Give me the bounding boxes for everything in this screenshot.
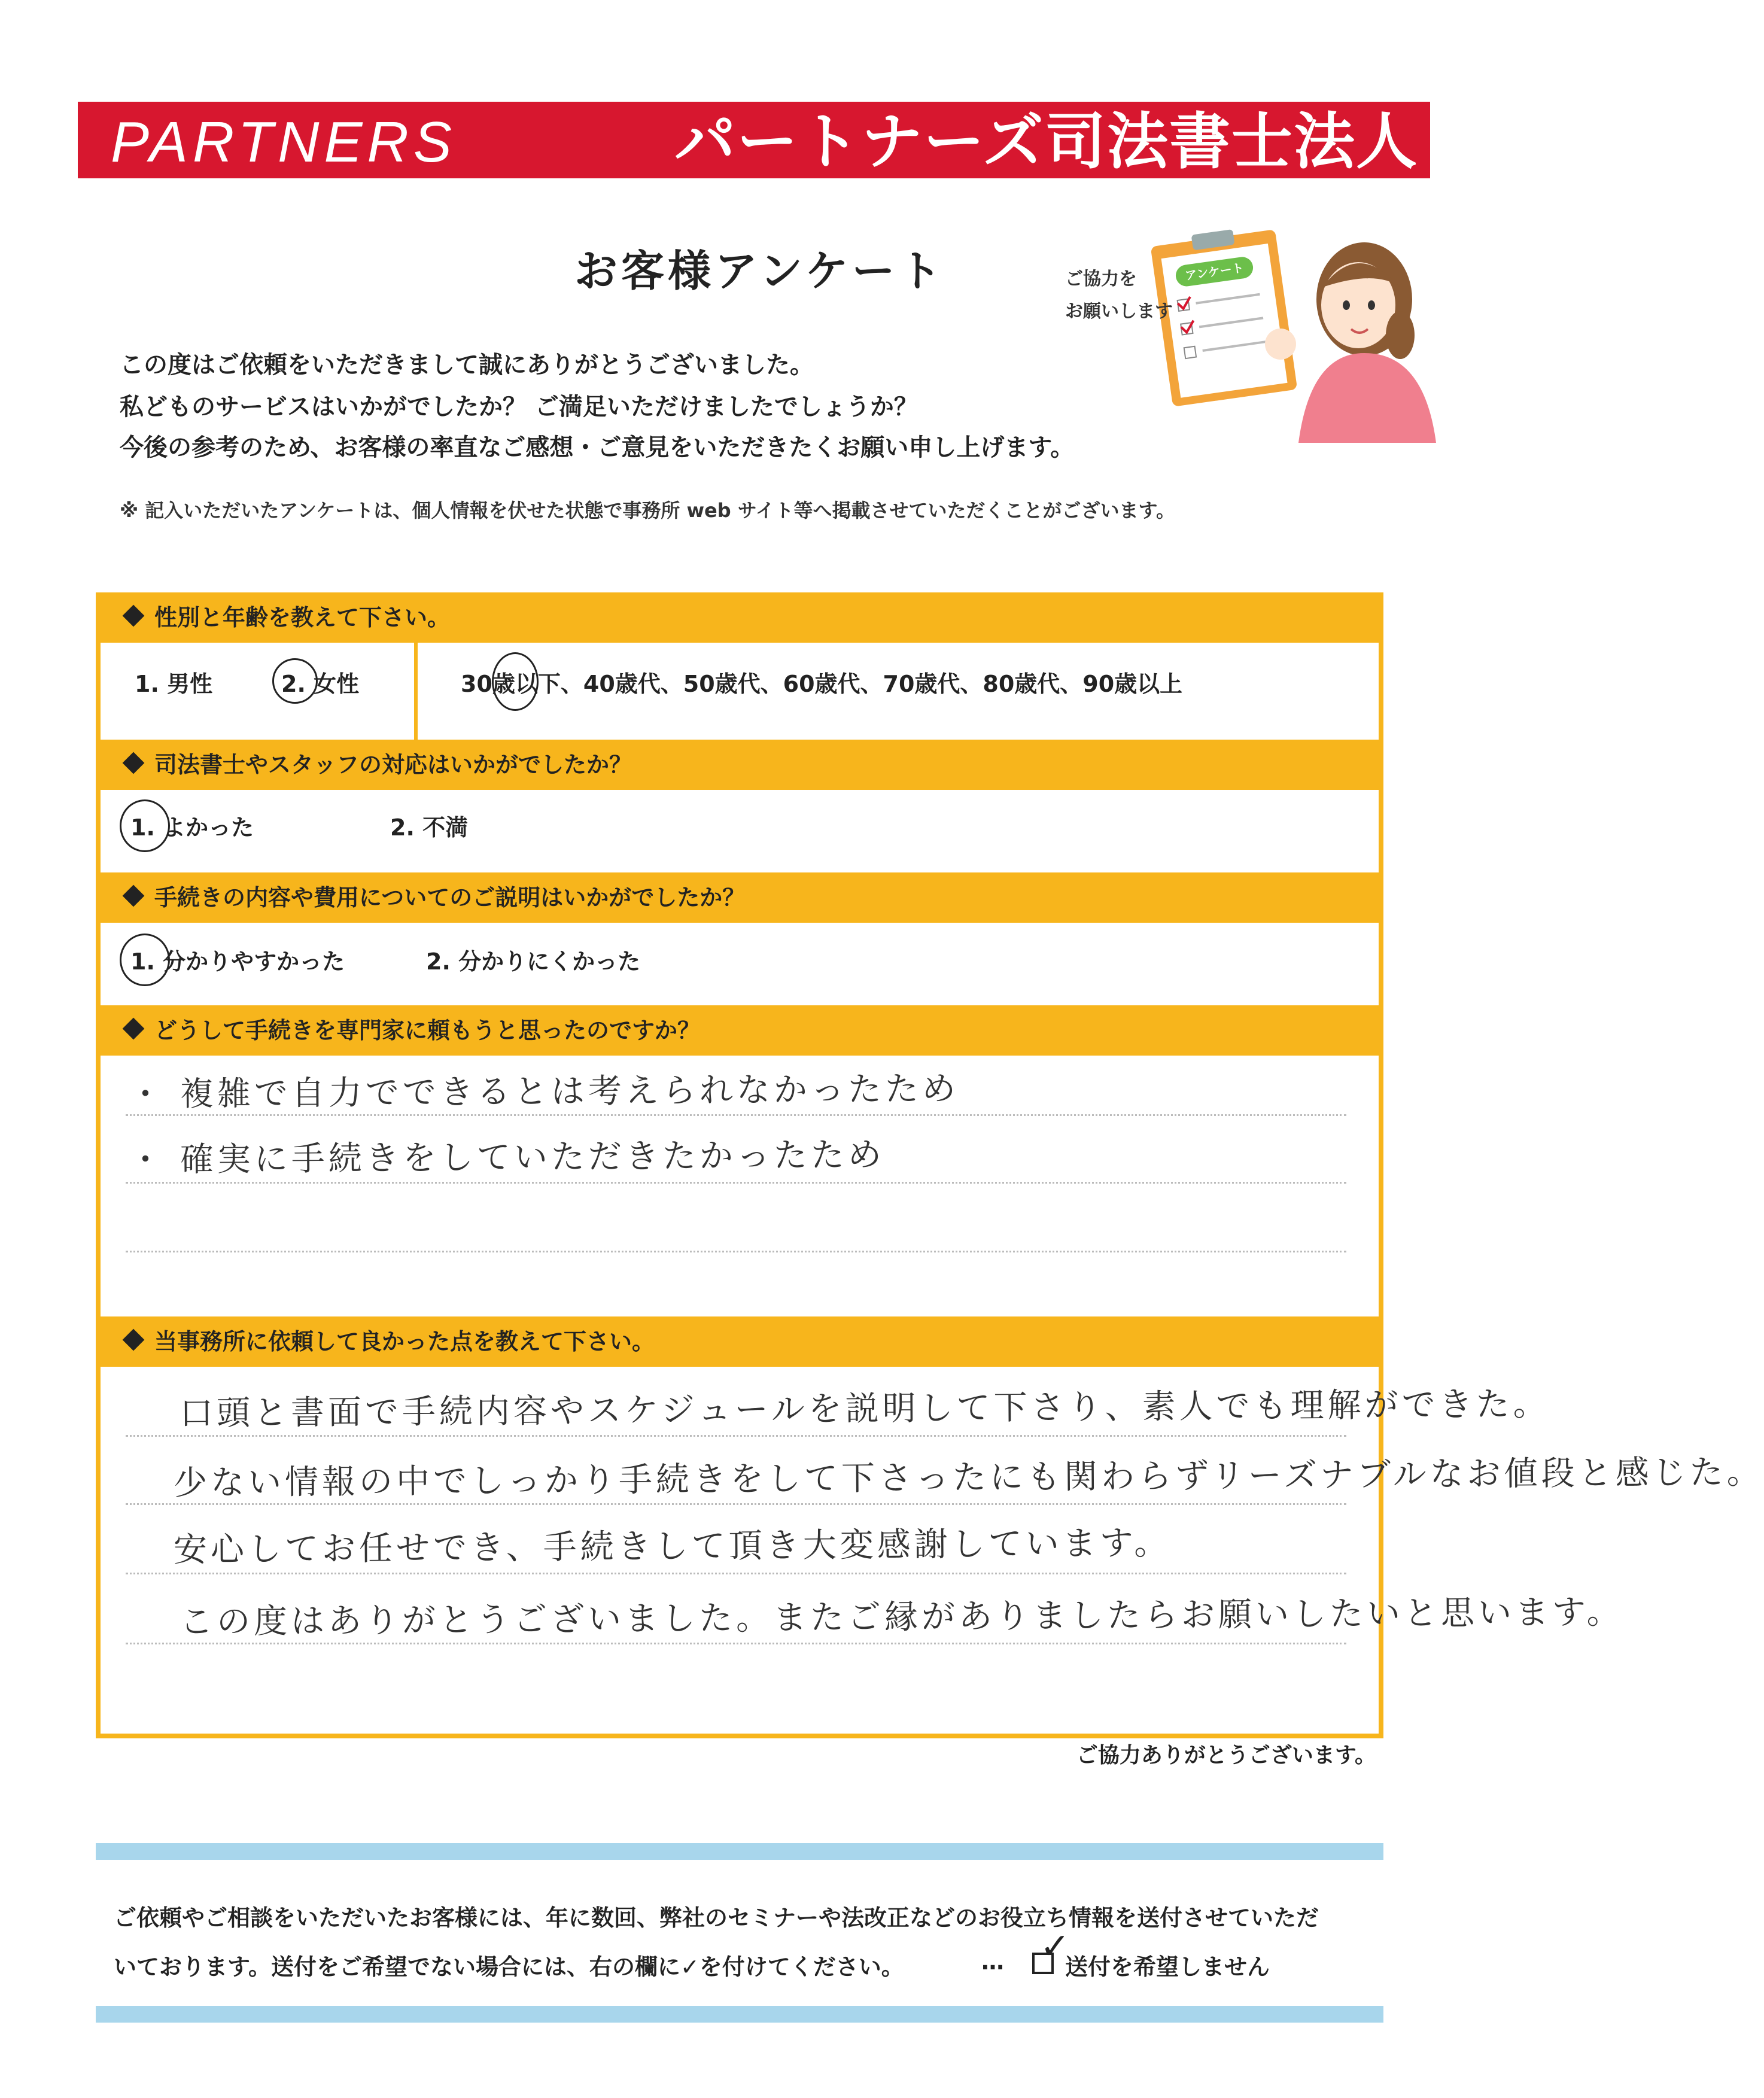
page-title: お客様アンケート	[574, 246, 945, 296]
handwritten-answer: 少ない情報の中でしっかり手続きをして下さったにも関わらずリーズナブルなお値段と感じた。	[173, 1452, 1764, 1503]
selection-circle	[492, 652, 539, 711]
handwritten-answer: この度はありがとうございました。またご縁がありましたらお願いしたいと思います。	[179, 1592, 1624, 1642]
cooperation-note: ご協力を お願いします	[1065, 269, 1173, 322]
brand-name-en: PARTNERS	[111, 110, 457, 174]
selection-circle	[120, 799, 170, 852]
question-header-5	[96, 1316, 1383, 1367]
staff-option-good[interactable]: 1. よかった	[130, 814, 254, 841]
age-options[interactable]: 30歳以下、40歳代、50歳代、60歳代、70歳代、80歳代、90歳以上	[461, 671, 1183, 697]
handwritten-answer: 口頭と書面で手続内容やスケジュールを説明して下さり、素人でも理解ができた。	[179, 1385, 1550, 1433]
writing-line	[126, 1251, 1346, 1252]
question-label: 手続きの内容や費用についてのご説明はいかがでしたか？	[154, 884, 746, 911]
mailing-text: ご依頼やご相談をいただいたお客様には、年に数回、弊社のセミナーや法改正などのお役立ち情報を送付させていただ	[114, 1905, 1319, 1931]
question-header-1	[96, 592, 1383, 643]
writing-line	[126, 1573, 1346, 1574]
selection-circle	[272, 658, 318, 704]
question-label: 司法書士やスタッフの対応はいかがでしたか？	[154, 752, 632, 778]
selection-circle	[120, 934, 170, 986]
explanation-option-unclear[interactable]: 2. 分かりにくかった	[426, 948, 641, 975]
mailing-optout-content	[96, 1860, 1383, 2006]
question-header-2	[96, 740, 1383, 790]
intro-line: この度はご依頼をいただきまして誠にありがとうございました。	[120, 351, 814, 379]
staff-option-bad[interactable]: 2. 不満	[390, 814, 469, 841]
handwritten-answer: ・ 確実に手続きをしていただきたかったため	[128, 1135, 886, 1180]
mailing-optout-box	[96, 1843, 1383, 2023]
question-label: どうして手続きを専門家に頼もうと思ったのですか？	[154, 1017, 701, 1044]
writing-line	[126, 1435, 1346, 1437]
survey-illustration	[1041, 215, 1448, 443]
header-banner	[78, 102, 1430, 178]
question-label: 性別と年齢を教えて下さい。	[154, 604, 451, 631]
writing-line	[126, 1114, 1346, 1116]
writing-line	[126, 1503, 1346, 1505]
question-header-4	[96, 1005, 1383, 1056]
brand-name-ja: パートナーズ司法書士法人	[674, 107, 1418, 178]
check-icon: ✓	[1040, 1926, 1070, 1968]
explanation-option-clear[interactable]: 1. 分かりやすかった	[130, 948, 345, 975]
gender-option-male[interactable]: 1. 男性	[135, 671, 213, 697]
writing-line	[126, 1182, 1346, 1184]
optout-label: 送付を希望しません	[1065, 1954, 1270, 1980]
question-label: 当事務所に依頼して良かった点を教えて下さい。	[154, 1328, 655, 1355]
gender-option-female[interactable]: 2. 女性	[281, 671, 360, 697]
handwritten-answer: 安心してお任せでき、手続きして頂き大変感謝しています。	[173, 1524, 1172, 1570]
question-header-3	[96, 872, 1383, 923]
clipboard-label: アンケート	[1184, 260, 1245, 283]
mailing-text: いております。送付をご希望でない場合には、右の欄に✓を付けてください。	[114, 1954, 904, 1980]
handwritten-answer: ・ 複雑で自力でできるとは考えられなかったため	[128, 1069, 960, 1114]
disclaimer-note: ※ 記入いただいたアンケートは、個人情報を伏せた状態で事務所 web サイト等へ掲載させていただくことがございます。	[120, 499, 1175, 522]
intro-line: 私どものサービスはいかがでしたか？ ご満足いただけましたでしょうか？	[120, 393, 918, 421]
leader-dots: …	[981, 1948, 1004, 1975]
thanks-note: ご協力ありがとうございます。	[1076, 1743, 1376, 1768]
writing-line	[126, 1643, 1346, 1644]
column-divider	[414, 643, 418, 740]
intro-line: 今後の参考のため、お客様の率直なご感想・ご意見をいただきたくお願い申し上げます。	[120, 434, 1075, 461]
